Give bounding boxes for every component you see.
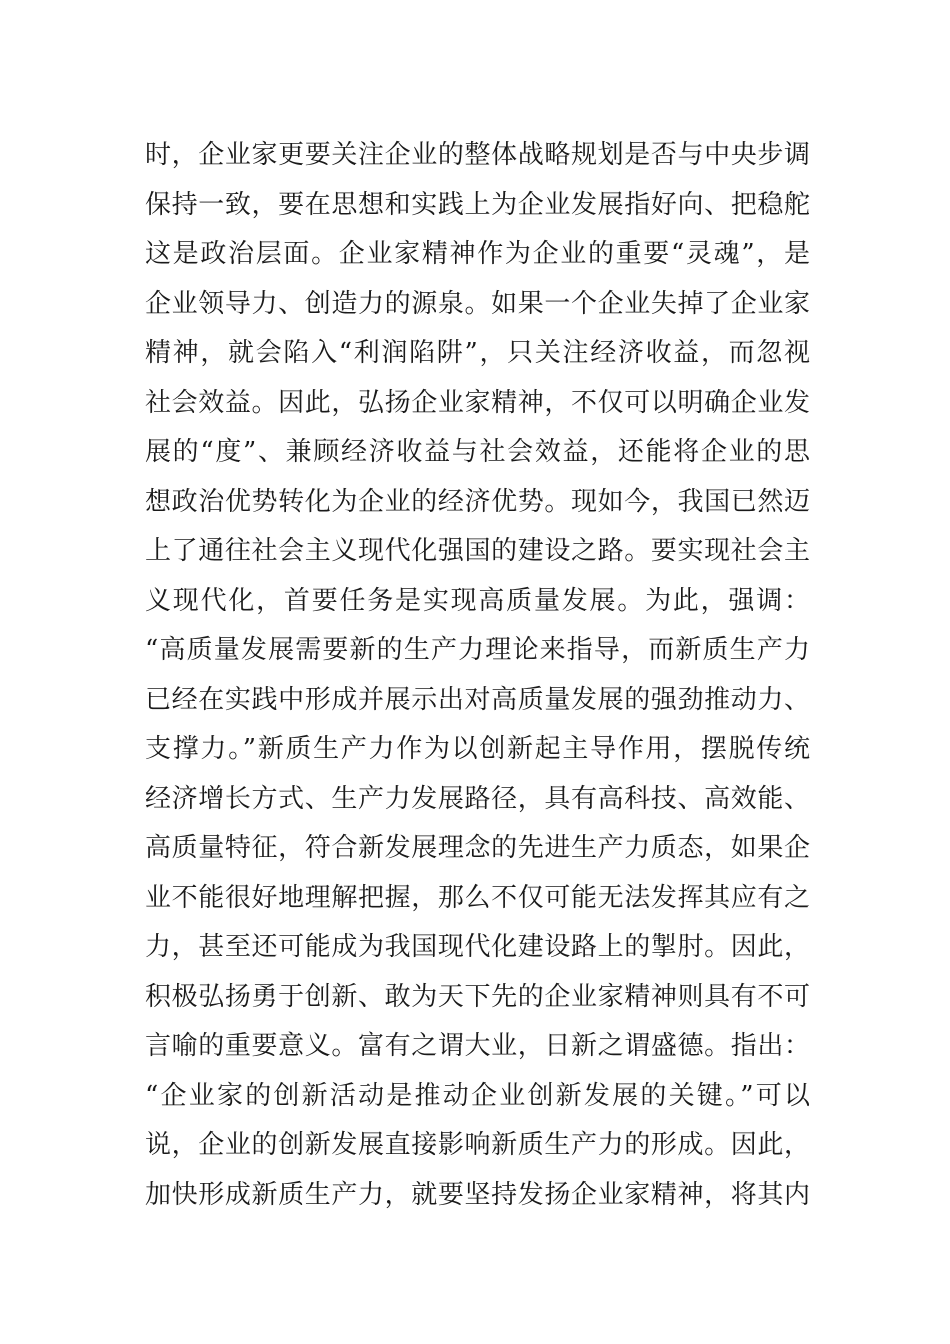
text-line: “企业家的创新活动是推动企业创新发展的关键。”可以 [145, 1080, 810, 1111]
text-line: 义现代化，首要任务是实现高质量发展。为此，强调： [145, 585, 810, 616]
text-line: 展的“度”、兼顾经济收益与社会效益，还能将企业的思 [145, 437, 810, 467]
body-text [145, 131, 810, 1220]
text-line: 支撑力。”新质生产力作为以创新起主导作用，摆脱传统 [145, 734, 810, 764]
text-line: 保持一致，要在思想和实践上为企业发展指好向、把稳舵 [145, 189, 810, 220]
text-line: 加快形成新质生产力，就要坚持发扬企业家精神，将其内 [145, 1179, 810, 1210]
text-line: 积极弘扬勇于创新、敢为天下先的企业家精神则具有不可 [145, 981, 810, 1012]
text-line: 企业领导力、创造力的源泉。如果一个企业失掉了企业家 [145, 288, 810, 319]
text-line: 时，企业家更要关注企业的整体战略规划是否与中央步调 [145, 140, 810, 170]
text-line: “高质量发展需要新的生产力理论来指导，而新质生产力 [145, 635, 810, 665]
text-line: 这是政治层面。企业家精神作为企业的重要“灵魂”，是 [145, 239, 810, 269]
text-line: 说，企业的创新发展直接影响新质生产力的形成。因此， [145, 1130, 810, 1160]
text-line: 上了通往社会主义现代化强国的建设之路。要实现社会主 [145, 536, 810, 566]
text-line: 经济增长方式、生产力发展路径，具有高科技、高效能、 [145, 783, 810, 814]
text-line: 社会效益。因此，弘扬企业家精神，不仅可以明确企业发 [145, 387, 810, 418]
text-line: 力，甚至还可能成为我国现代化建设路上的掣肘。因此， [145, 932, 810, 962]
text-line: 精神，就会陷入“利润陷阱”，只关注经济收益，而忽视 [145, 338, 810, 368]
text-line: 想政治优势转化为企业的经济优势。现如今，我国已然迈 [145, 486, 810, 517]
text-line: 高质量特征，符合新发展理念的先进生产力质态，如果企 [145, 833, 810, 863]
text-line: 已经在实践中形成并展示出对高质量发展的强劲推动力、 [145, 684, 810, 715]
text-line: 业不能很好地理解把握，那么不仅可能无法发挥其应有之 [145, 882, 810, 913]
text-line: 言喻的重要意义。富有之谓大业，日新之谓盛德。指出： [145, 1031, 810, 1061]
